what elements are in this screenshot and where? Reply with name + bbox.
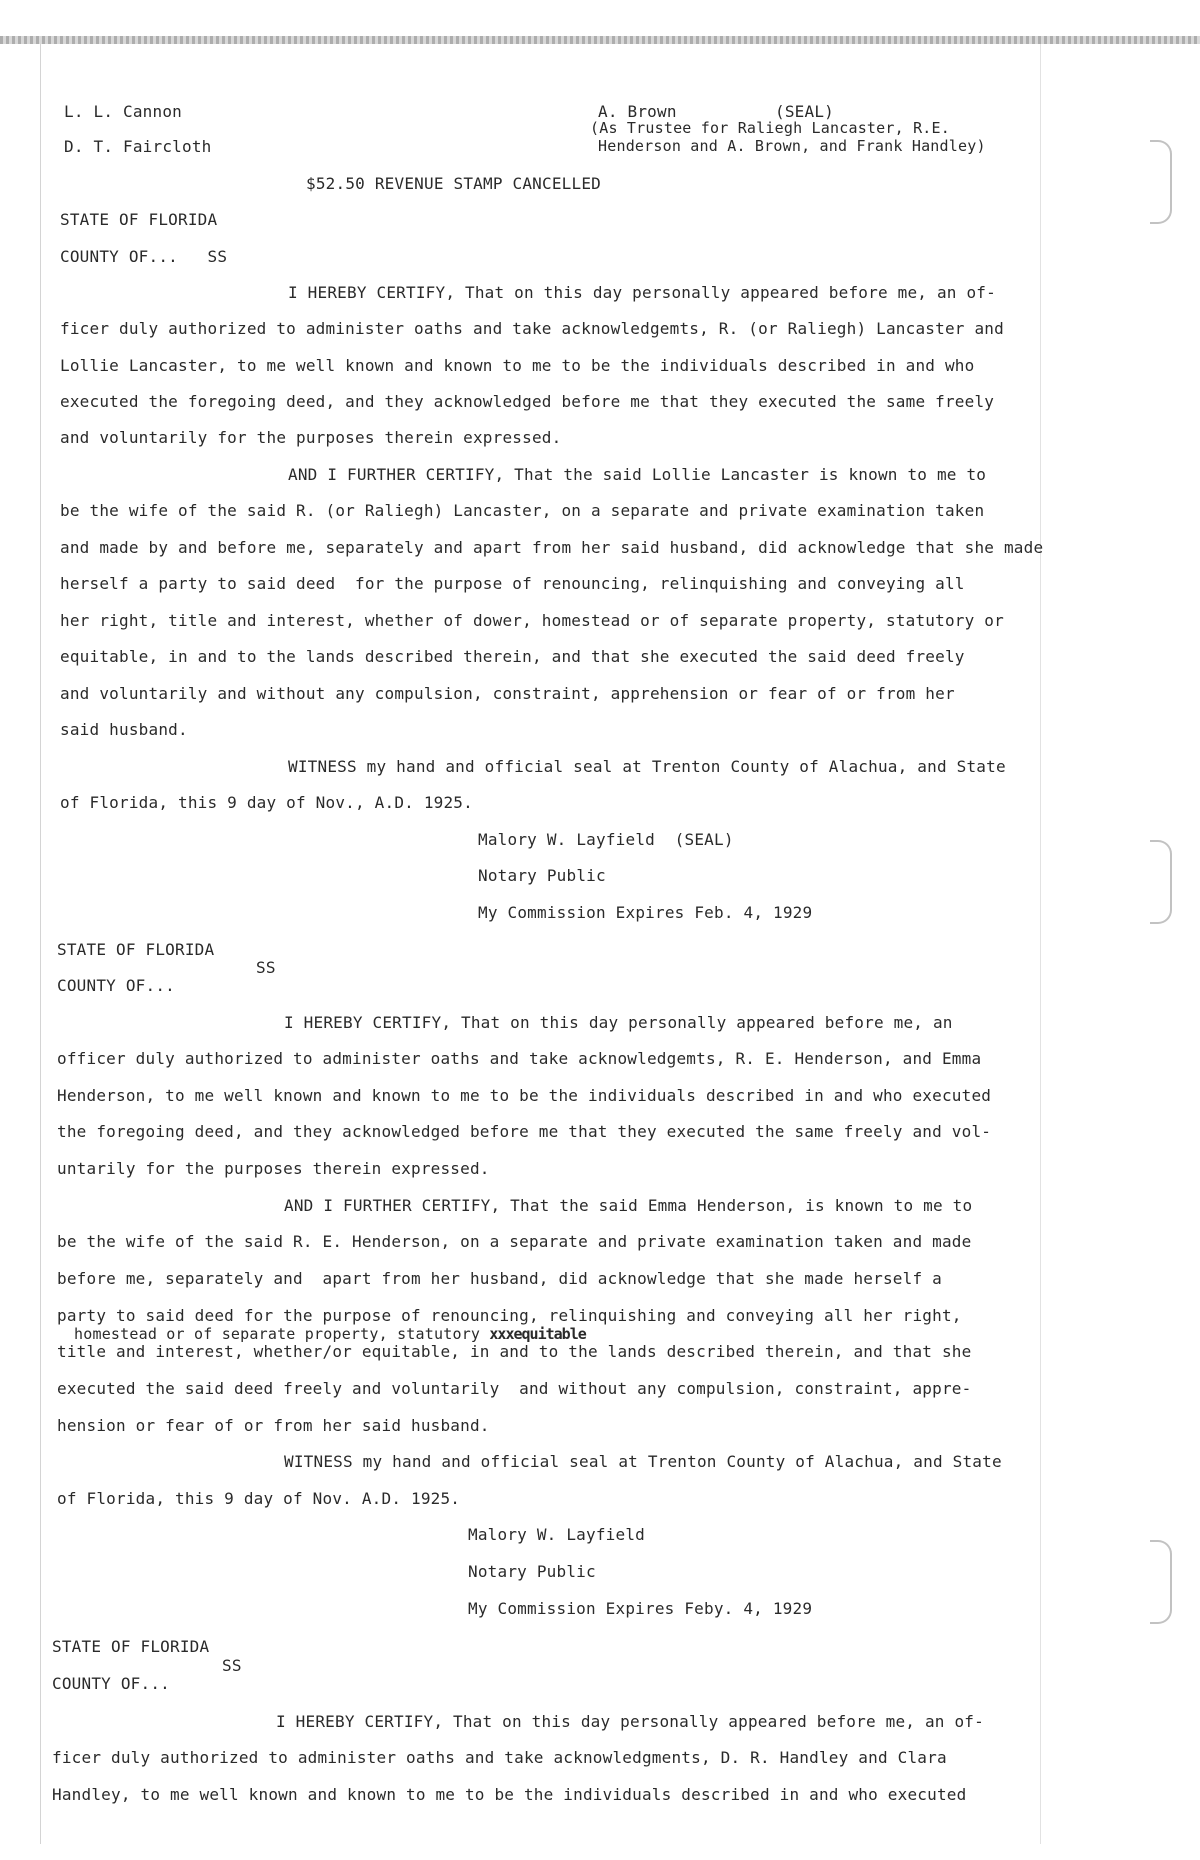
ack1-line: WITNESS my hand and official seal at Trenton County of Alachua, and State: [288, 757, 1006, 776]
witness-signature-1: L. L. Cannon: [64, 102, 182, 121]
revenue-stamp-note: $52.50 REVENUE STAMP CANCELLED: [306, 174, 601, 193]
ack3-ss: SS: [222, 1656, 242, 1675]
ack2-line: before me, separately and apart from her husband, did acknowledge that she made herself a: [57, 1269, 942, 1288]
ack1-line: equitable, in and to the lands described therein, and that she executed the said deed freely: [60, 647, 965, 666]
ack1-line: said husband.: [60, 720, 188, 739]
trustee-note-line-2: Henderson and A. Brown, and Frank Handley): [598, 137, 986, 155]
ack2-line: Henderson, to me well known and known to me to be the individuals described in and who executed: [57, 1086, 992, 1105]
ack2-interlinear-insert: [74, 1324, 586, 1344]
ack1-line: her right, title and interest, whether of dower, homestead or of separate property, statutory or: [60, 611, 1004, 630]
ack2-line: AND I FURTHER CERTIFY, That the said Emma Henderson, is known to me to: [284, 1196, 973, 1215]
ack1-line: ficer duly authorized to administer oaths and take acknowledgemts, R. (or Raliegh) Lancaster and: [60, 319, 1004, 338]
ack1-notary-title: Notary Public: [478, 866, 606, 885]
binder-ring-1: [1150, 140, 1172, 224]
ack2-line: I HEREBY CERTIFY, That on this day personally appeared before me, an: [284, 1013, 953, 1032]
ack1-notary-name: Malory W. Layfield (SEAL): [478, 830, 734, 849]
ack3-line: Handley, to me well known and known to me to be the individuals described in and who executed: [52, 1785, 967, 1804]
page-left-margin-line: [40, 44, 41, 1844]
ack1-line: and voluntarily and without any compulsion, constraint, apprehension or fear of or from her: [60, 684, 955, 703]
ack3-county: COUNTY OF...: [52, 1674, 170, 1693]
ack3-line: I HEREBY CERTIFY, That on this day personally appeared before me, an of-: [276, 1712, 984, 1731]
binder-ring-3: [1150, 1540, 1172, 1624]
ack2-state: STATE OF FLORIDA: [57, 940, 215, 959]
ack1-commission: My Commission Expires Feb. 4, 1929: [478, 903, 813, 922]
ack2-line: be the wife of the said R. E. Henderson, on a separate and private examination taken and made: [57, 1232, 972, 1251]
ack1-line: AND I FURTHER CERTIFY, That the said Lollie Lancaster is known to me to: [288, 465, 987, 484]
ack3-state: STATE OF FLORIDA: [52, 1637, 210, 1656]
ack2-line: title and interest, whether/or equitable, in and to the lands described therein, and that she: [57, 1342, 972, 1361]
ack1-line: executed the foregoing deed, and they acknowledged before me that they executed the same freely: [60, 392, 995, 411]
ack2-line: party to said deed for the purpose of renouncing, relinquishing and conveying all her right,: [57, 1306, 962, 1325]
ack1-line: herself a party to said deed for the purpose of renouncing, relinquishing and conveying all: [60, 574, 965, 593]
page-top-edge: [0, 36, 1200, 44]
ack1-line: be the wife of the said R. (or Raliegh) Lancaster, on a separate and private examination taken: [60, 501, 985, 520]
ack2-county: COUNTY OF...: [57, 976, 175, 995]
ack1-line: and made by and before me, separately and apart from her said husband, did acknowledge that she made: [60, 538, 1044, 557]
ack2-line: executed the said deed freely and voluntarily and without any compulsion, constraint, appre-: [57, 1379, 972, 1398]
page-right-margin-line: [1040, 44, 1041, 1844]
ack1-line: of Florida, this 9 day of Nov., A.D. 1925.: [60, 793, 473, 812]
struck-out-text: xxxequitable: [489, 1325, 586, 1343]
ack2-commission: My Commission Expires Feby. 4, 1929: [468, 1599, 813, 1618]
ack2-line: the foregoing deed, and they acknowledged before me that they executed the same freely and vol-: [57, 1122, 992, 1141]
ack1-line: and voluntarily for the purposes therein expressed.: [60, 428, 562, 447]
insert-text: homestead or of separate property, statutory: [74, 1325, 481, 1343]
ack1-state: STATE OF FLORIDA: [60, 210, 218, 229]
ack1-county: COUNTY OF... SS: [60, 247, 228, 266]
ack2-line: hension or fear of or from her said husband.: [57, 1416, 490, 1435]
ack2-line: of Florida, this 9 day of Nov. A.D. 1925.: [57, 1489, 461, 1508]
ack2-line: untarily for the purposes therein expressed.: [57, 1159, 490, 1178]
trustee-note-line-1: (As Trustee for Raliegh Lancaster, R.E.: [590, 119, 950, 137]
ack3-line: ficer duly authorized to administer oaths and take acknowledgments, D. R. Handley and Clara: [52, 1748, 947, 1767]
binder-ring-2: [1150, 840, 1172, 924]
ack2-line: WITNESS my hand and official seal at Trenton County of Alachua, and State: [284, 1452, 1002, 1471]
ack2-notary-title: Notary Public: [468, 1562, 596, 1581]
ack1-line: Lollie Lancaster, to me well known and known to me to be the individuals described in and who: [60, 356, 975, 375]
ack2-line: officer duly authorized to administer oaths and take acknowledgemts, R. E. Henderson, and Emma: [57, 1049, 982, 1068]
grantor-signature: A. Brown (SEAL): [598, 102, 834, 121]
witness-signature-2: D. T. Faircloth: [64, 137, 212, 156]
ack2-notary-name: Malory W. Layfield: [468, 1525, 645, 1544]
ack1-line: I HEREBY CERTIFY, That on this day personally appeared before me, an of-: [288, 283, 996, 302]
ack2-ss: SS: [256, 958, 276, 977]
